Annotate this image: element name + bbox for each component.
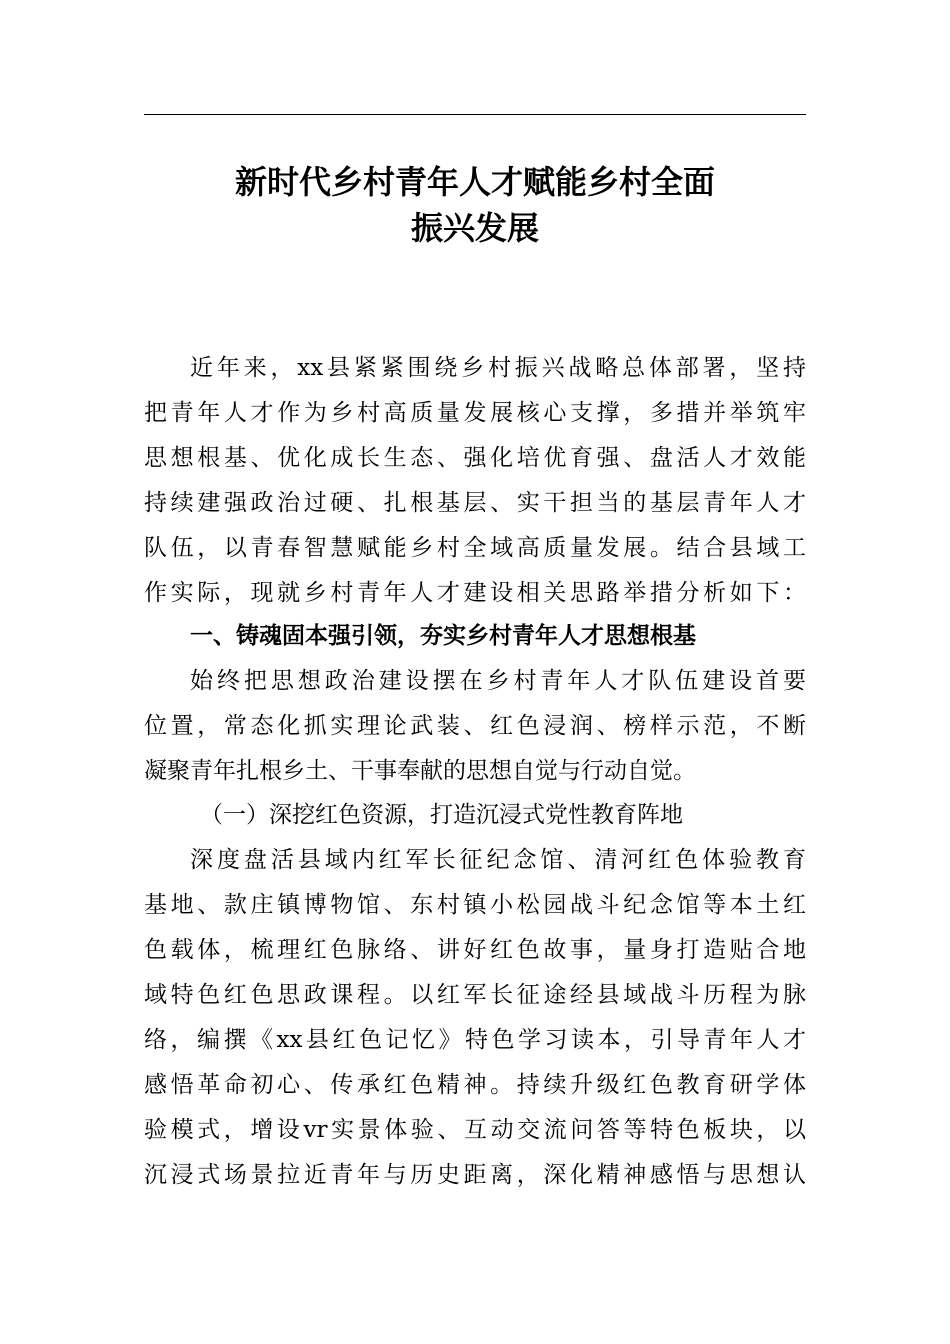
subsection-para-line: 域特色红色思政课程。以红军长征途经县域战斗历程为脉 [144,982,806,1008]
subsection-para-line: 沉浸式场景拉近青年与历史距离，深化精神感悟与思想认 [144,1162,806,1188]
intro-line: 队伍，以青春智慧赋能乡村全域高质量发展。结合县域工 [144,535,806,561]
subsection-para-line: 深度盘活县域内红军长征纪念馆、清河红色体验教育 [190,847,806,873]
intro-line: 持续建强政治过硬、扎根基层、实干担当的基层青年人才 [144,490,806,516]
intro-line: 把青年人才作为乡村高质量发展核心支撑，多措并举筑牢 [144,400,806,426]
intro-line: 思想根基、优化成长生态、强化培优育强、盘活人才效能 [144,445,806,471]
section-para-line: 凝聚青年扎根乡土、干事奉献的思想自觉与行动自觉。 [144,758,696,784]
intro-line: 作实际，现就乡村青年人才建设相关思路举措分析如下： [144,580,806,606]
header-rule [144,114,806,115]
subsection-para-line: 络，编撰《xx县红色记忆》特色学习读本，引导青年人才 [144,1027,806,1053]
section-para-line: 位置，常态化抓实理论武装、红色浸润、榜样示范，不断 [144,713,806,739]
document-title-line-2: 振兴发展 [410,209,539,247]
intro-line: 近年来，xx县紧紧围绕乡村振兴战略总体部署，坚持 [190,355,806,381]
subsection-para-line: 基地、款庄镇博物馆、东村镇小松园战斗纪念馆等本土红 [144,892,806,918]
subsection-para-line: 验模式，增设vr实景体验、互动交流问答等特色板块，以 [144,1117,806,1143]
subsection-para-line: 色载体，梳理红色脉络、讲好红色故事，量身打造贴合地 [144,937,806,963]
section-para-line: 始终把思想政治建设摆在乡村青年人才队伍建设首要 [190,668,806,694]
subsection-para-line: 感悟革命初心、传承红色精神。持续升级红色教育研学体 [144,1072,806,1098]
section-heading: 一、铸魂固本强引领，夯实乡村青年人才思想根基 [190,623,696,649]
document-title-line-1: 新时代乡村青年人才赋能乡村全面 [234,163,715,201]
subsection-heading: （一）深挖红色资源，打造沉浸式党性教育阵地 [200,802,683,828]
